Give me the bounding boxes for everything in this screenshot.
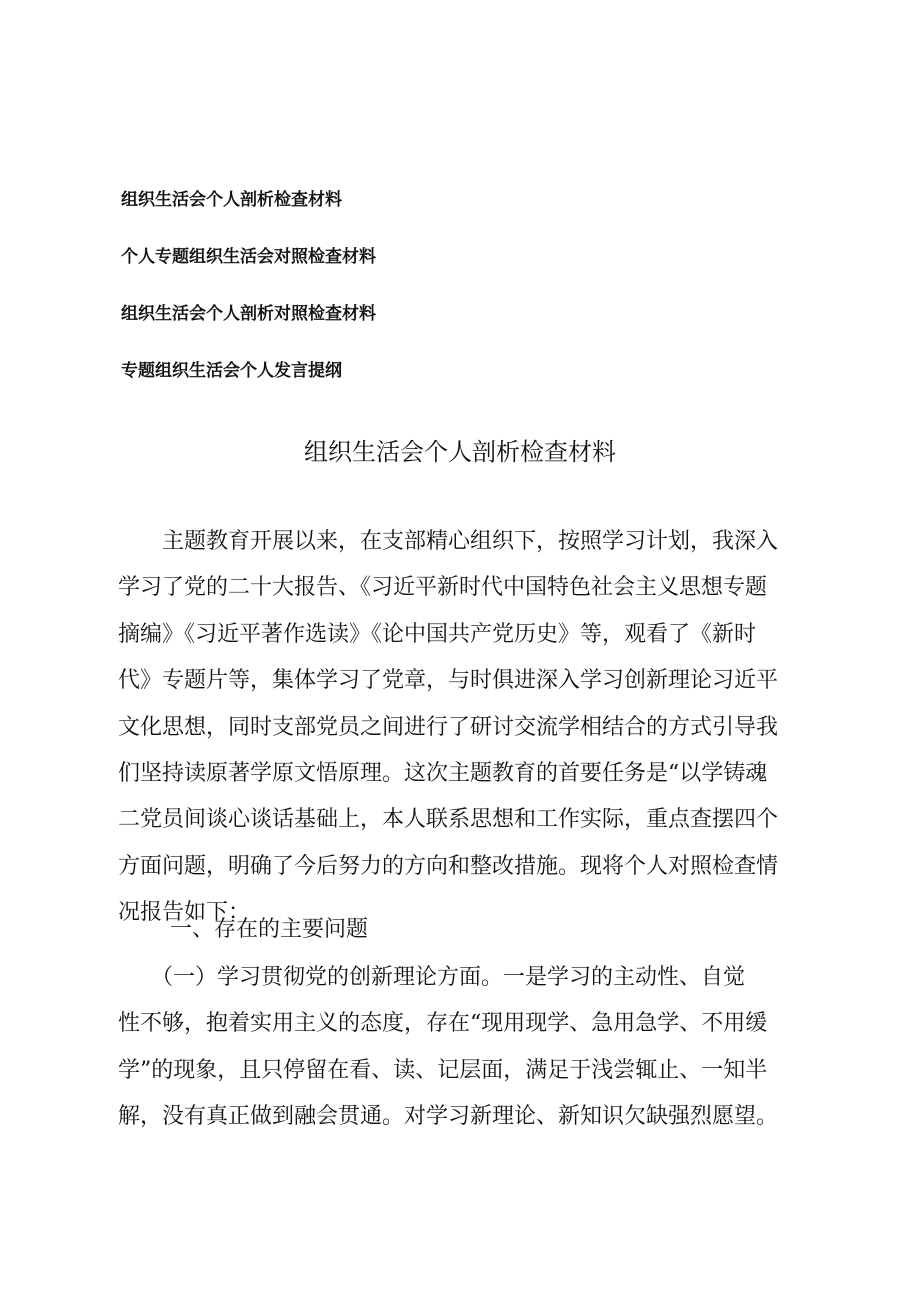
paragraph-line: 代》专题片等，集体学习了党章，与时俱进深入学习创新理论习近平 xyxy=(118,668,779,694)
toc-item[interactable]: 专题组织生活会个人发言提纲 xyxy=(121,361,342,381)
paragraph-line: 主题教育开展以来，在支部精心组织下，按照学习计划，我深入 xyxy=(118,529,779,554)
intro-paragraph xyxy=(118,519,808,937)
paragraph-line: 性不够，抱着实用主义的态度，存在“现用现学、急用急学、不用缓 xyxy=(118,1011,768,1037)
paragraph-line: 方面问题，明确了今后努力的方向和整改措施。现将个人对照检查情 xyxy=(118,853,779,879)
issue-paragraph xyxy=(118,955,808,1141)
paragraph-line: （一）学习贯彻党的创新理论方面。一是学习的主动性、自觉 xyxy=(118,965,746,990)
paragraph-line: 二党员间谈心谈话基础上，本人联系思想和工作实际，重点查摆四个 xyxy=(118,807,779,833)
paragraph-line: 们坚持读原著学原文悟原理。这次主题教育的首要任务是“以学铸魂 xyxy=(118,760,768,786)
toc-list xyxy=(121,186,821,414)
document-title: 组织生活会个人剖析检查材料 xyxy=(304,438,616,466)
section-heading: 一、存在的主要问题 xyxy=(170,917,369,942)
paragraph-line: 学习了党的二十大报告、《习近平新时代中国特色社会主义思想专题 xyxy=(118,575,768,601)
toc-item[interactable]: 组织生活会个人剖析对照检查材料 xyxy=(121,304,376,324)
paragraph-line: 况报告如下： xyxy=(118,900,251,926)
paragraph-line: 解，没有真正做到融会贯通。对学习新理论、新知识欠缺强烈愿望。 xyxy=(118,1104,779,1130)
paragraph-line: 学”的现象，且只停留在看、读、记层面，满足于浅尝辄止、一知半 xyxy=(118,1057,768,1083)
paragraph-line: 摘编》《习近平著作选读》《论中国共产党历史》等，观看了《新时 xyxy=(118,621,757,647)
paragraph-line: 文化思想，同时支部党员之间进行了研讨交流学相结合的方式引导我 xyxy=(118,714,779,740)
toc-item[interactable]: 个人专题组织生活会对照检查材料 xyxy=(121,247,376,267)
toc-item[interactable]: 组织生活会个人剖析检查材料 xyxy=(121,190,342,210)
